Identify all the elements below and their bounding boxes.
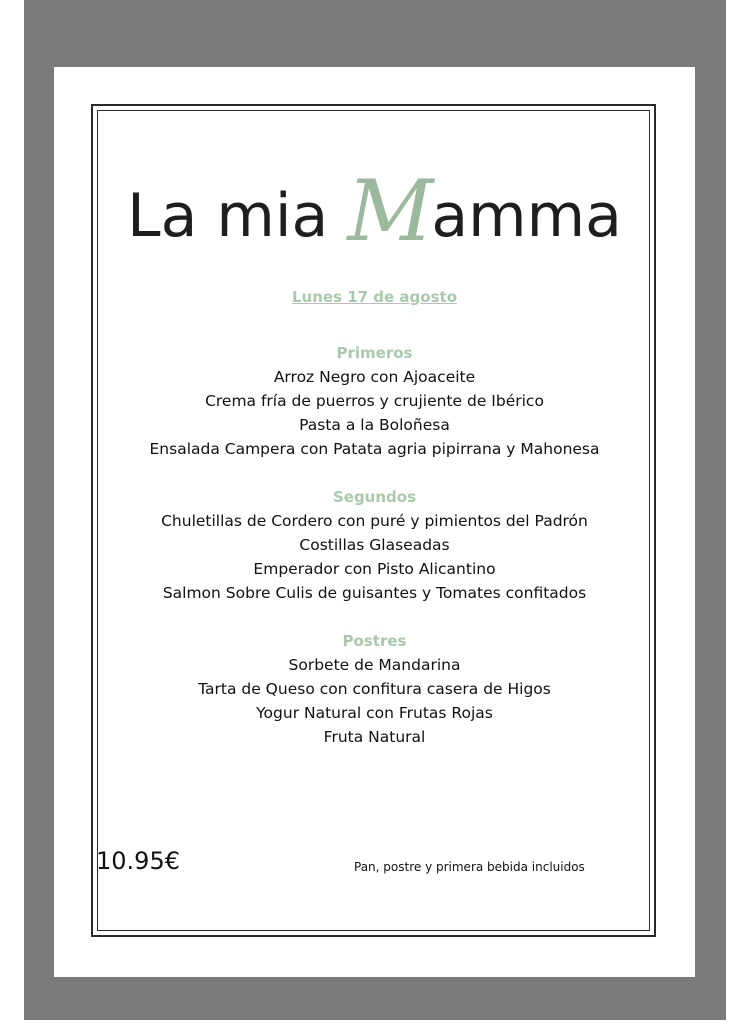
menu-item: Crema fría de puerros y crujiente de Ibérico: [205, 392, 544, 410]
menu-item: Arroz Negro con Ajoaceite: [273, 368, 476, 386]
menu-page: [54, 67, 695, 977]
menu-item: Emperador con Pisto Alicantino: [253, 560, 496, 578]
menu-item: Fruta Natural: [323, 728, 426, 746]
menu-item: Tarta de Queso con confitura casera de Higos: [198, 680, 551, 698]
section-title-primeros: Primeros: [336, 344, 413, 362]
menu-date: Lunes 17 de agosto: [291, 288, 458, 306]
menu-item: Costillas Glaseadas: [299, 536, 450, 554]
menu-item: Ensalada Campera con Patata agria pipirrana y Mahonesa: [149, 440, 600, 458]
title-suffix: amma: [431, 181, 622, 251]
title-script-letter: M: [347, 162, 434, 260]
menu-item: Chuletillas de Cordero con puré y pimientos del Padrón: [161, 512, 588, 530]
menu-price: 10.95€: [96, 847, 180, 875]
menu-item: Sorbete de Mandarina: [288, 656, 461, 674]
section-title-segundos: Segundos: [332, 488, 417, 506]
menu-item: Salmon Sobre Culis de guisantes y Tomates confitados: [162, 584, 587, 602]
restaurant-title: [54, 162, 695, 260]
section-title-postres: Postres: [342, 632, 407, 650]
menu-item: Pasta a la Boloñesa: [299, 416, 450, 434]
title-prefix: La mia: [127, 181, 348, 251]
menu-note: Pan, postre y primera bebida incluidos: [354, 860, 585, 874]
menu-item: Yogur Natural con Frutas Rojas: [256, 704, 493, 722]
